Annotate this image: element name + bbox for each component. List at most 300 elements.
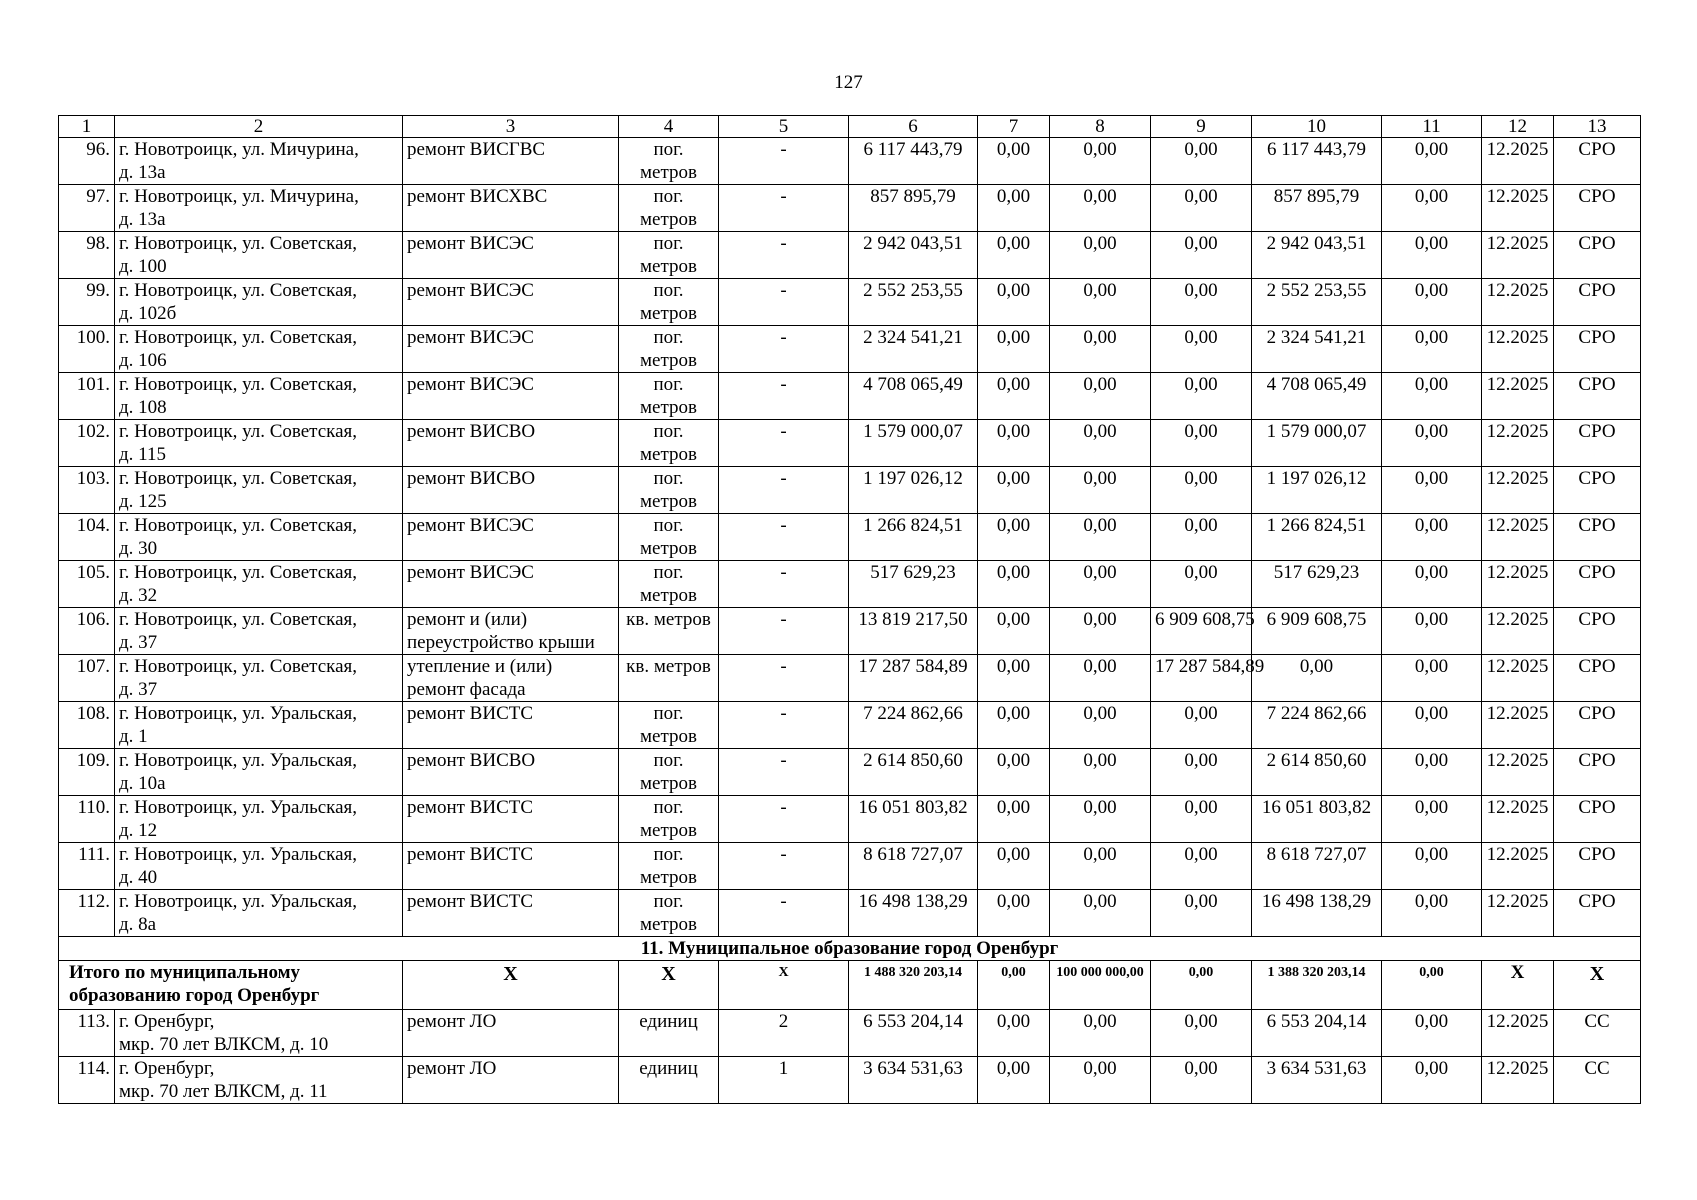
cost-col7: 0,00	[978, 232, 1050, 279]
cost-col10: 6 553 204,14	[1252, 1010, 1382, 1057]
completion-date: 12.2025	[1482, 279, 1554, 326]
work-quantity: -	[719, 373, 849, 420]
building-address	[115, 655, 403, 702]
building-address-line2: д. 30	[119, 538, 158, 559]
column-number: 2	[115, 116, 403, 138]
total-cost: 13 819 217,50	[849, 608, 978, 655]
building-address-line2: д. 8а	[119, 914, 157, 935]
unit-of-measure-line1: пог.	[653, 186, 684, 207]
unit-of-measure	[619, 1057, 719, 1104]
completion-date: 12.2025	[1482, 702, 1554, 749]
column-number: 9	[1151, 116, 1252, 138]
table-row	[59, 843, 1641, 890]
building-address-line1: г. Новотроицк, ул. Мичурина,	[119, 139, 359, 160]
cost-col10: 2 324 541,21	[1252, 326, 1382, 373]
subtotal-label-line: Итого по муниципальному	[69, 962, 301, 983]
work-type	[403, 608, 619, 655]
building-address-line2: д. 13а	[119, 162, 166, 183]
completion-date: 12.2025	[1482, 232, 1554, 279]
row-number: 96.	[59, 138, 115, 185]
cost-col7: 0,00	[978, 749, 1050, 796]
work-type	[403, 373, 619, 420]
unit-of-measure	[619, 843, 719, 890]
column-number: 10	[1252, 116, 1382, 138]
cost-col7: 0,00	[978, 796, 1050, 843]
row-number: 106.	[59, 608, 115, 655]
total-cost: 4 708 065,49	[849, 373, 978, 420]
table-row	[59, 561, 1641, 608]
column-number: 7	[978, 116, 1050, 138]
column-number: 13	[1554, 116, 1641, 138]
completion-date: 12.2025	[1482, 467, 1554, 514]
cost-col7: 0,00	[978, 561, 1050, 608]
cost-col7: 0,00	[978, 655, 1050, 702]
subtotal-label-line: образованию город Оренбург	[69, 985, 320, 1006]
unit-of-measure	[619, 467, 719, 514]
unit-of-measure-line1: кв. метров	[626, 609, 711, 630]
cost-col10: 1 197 026,12	[1252, 467, 1382, 514]
row-number: 99.	[59, 279, 115, 326]
table-row	[59, 279, 1641, 326]
cost-col10: 857 895,79	[1252, 185, 1382, 232]
work-type-line2: ремонт фасада	[407, 679, 526, 700]
unit-of-measure-line1: пог.	[653, 327, 684, 348]
row-number: 108.	[59, 702, 115, 749]
building-address	[115, 185, 403, 232]
building-address	[115, 702, 403, 749]
cost-col9: 0,00	[1151, 1057, 1252, 1104]
work-type-line2: переустройство крыши	[407, 632, 595, 653]
unit-of-measure-line1: пог.	[653, 515, 684, 536]
total-cost: 1 266 824,51	[849, 514, 978, 561]
unit-of-measure-line1: пог.	[653, 562, 684, 583]
table-row	[59, 702, 1641, 749]
building-address	[115, 467, 403, 514]
cost-col10: 6 909 608,75	[1252, 608, 1382, 655]
total-cost: 7 224 862,66	[849, 702, 978, 749]
table-row	[59, 1010, 1641, 1057]
row-number: 109.	[59, 749, 115, 796]
cost-col11: 0,00	[1382, 232, 1482, 279]
total-cost: 8 618 727,07	[849, 843, 978, 890]
cost-col7: 0,00	[978, 890, 1050, 937]
work-type-line1: ремонт ЛО	[407, 1011, 497, 1032]
cost-col8: 0,00	[1050, 749, 1151, 796]
work-quantity: -	[719, 561, 849, 608]
unit-of-measure-line2: метров	[640, 256, 697, 277]
cost-col11: 0,00	[1382, 373, 1482, 420]
cost-col8: 0,00	[1050, 608, 1151, 655]
cost-col9: 0,00	[1151, 843, 1252, 890]
completion-date: 12.2025	[1482, 890, 1554, 937]
method-code: СРО	[1554, 138, 1641, 185]
row-number: 104.	[59, 514, 115, 561]
unit-of-measure-line1: пог.	[653, 703, 684, 724]
work-type-line1: ремонт ВИСЭС	[407, 374, 534, 395]
row-number: 105.	[59, 561, 115, 608]
total-cost: 1 197 026,12	[849, 467, 978, 514]
completion-date: 12.2025	[1482, 420, 1554, 467]
cost-col8: 0,00	[1050, 232, 1151, 279]
building-address-line1: г. Новотроицк, ул. Уральская,	[119, 844, 358, 865]
cost-col8: 0,00	[1050, 279, 1151, 326]
total-cost: 6 553 204,14	[849, 1010, 978, 1057]
building-address-line2: д. 100	[119, 256, 167, 277]
work-quantity: 1	[719, 1057, 849, 1104]
column-number: 4	[619, 116, 719, 138]
cost-col9: 0,00	[1151, 749, 1252, 796]
cost-col11: 0,00	[1382, 843, 1482, 890]
building-address	[115, 796, 403, 843]
building-address	[115, 843, 403, 890]
cost-col9: 0,00	[1151, 373, 1252, 420]
building-address	[115, 373, 403, 420]
building-address-line1: г. Новотроицк, ул. Советская,	[119, 280, 358, 301]
column-number: 3	[403, 116, 619, 138]
building-address	[115, 561, 403, 608]
unit-of-measure-line1: пог.	[653, 421, 684, 442]
cost-col9: 0,00	[1151, 890, 1252, 937]
row-number: 111.	[59, 843, 115, 890]
table-row	[59, 749, 1641, 796]
table-row	[59, 373, 1641, 420]
unit-of-measure	[619, 373, 719, 420]
cost-col8: 0,00	[1050, 420, 1151, 467]
completion-date: 12.2025	[1482, 655, 1554, 702]
subtotal-unit: Х	[619, 961, 719, 1010]
building-address-line1: г. Новотроицк, ул. Советская,	[119, 374, 358, 395]
total-cost: 2 552 253,55	[849, 279, 978, 326]
cost-col9: 0,00	[1151, 420, 1252, 467]
work-type	[403, 467, 619, 514]
cost-col10: 4 708 065,49	[1252, 373, 1382, 420]
cost-col10: 16 498 138,29	[1252, 890, 1382, 937]
work-quantity: -	[719, 279, 849, 326]
table-row	[59, 608, 1641, 655]
building-address-line2: д. 13а	[119, 209, 166, 230]
unit-of-measure	[619, 655, 719, 702]
method-code: СРО	[1554, 326, 1641, 373]
cost-col7: 0,00	[978, 138, 1050, 185]
completion-date: 12.2025	[1482, 561, 1554, 608]
completion-date: 12.2025	[1482, 608, 1554, 655]
row-number: 101.	[59, 373, 115, 420]
work-type-line1: ремонт ВИСЭС	[407, 327, 534, 348]
cost-col9: 0,00	[1151, 467, 1252, 514]
column-number: 5	[719, 116, 849, 138]
method-code: СРО	[1554, 843, 1641, 890]
method-code: СС	[1554, 1010, 1641, 1057]
work-quantity: -	[719, 749, 849, 796]
table-row	[59, 185, 1641, 232]
total-cost: 517 629,23	[849, 561, 978, 608]
unit-of-measure-line1: пог.	[653, 750, 684, 771]
cost-col7: 0,00	[978, 373, 1050, 420]
cost-col8: 0,00	[1050, 467, 1151, 514]
cost-col7: 0,00	[978, 420, 1050, 467]
cost-col7: 0,00	[978, 326, 1050, 373]
building-address	[115, 890, 403, 937]
building-address-line2: д. 125	[119, 491, 167, 512]
column-number: 8	[1050, 116, 1151, 138]
total-cost: 2 614 850,60	[849, 749, 978, 796]
method-code: СРО	[1554, 890, 1641, 937]
work-type	[403, 843, 619, 890]
row-number: 114.	[59, 1057, 115, 1104]
cost-col11: 0,00	[1382, 749, 1482, 796]
cost-col8: 0,00	[1050, 843, 1151, 890]
unit-of-measure	[619, 890, 719, 937]
cost-col9: 0,00	[1151, 279, 1252, 326]
building-address-line1: г. Новотроицк, ул. Советская,	[119, 515, 358, 536]
unit-of-measure-line2: метров	[640, 773, 697, 794]
cost-col9: 17 287 584,89	[1151, 655, 1252, 702]
cost-col11: 0,00	[1382, 185, 1482, 232]
work-quantity: 2	[719, 1010, 849, 1057]
table-row	[59, 655, 1641, 702]
column-number: 11	[1382, 116, 1482, 138]
cost-col9: 0,00	[1151, 1010, 1252, 1057]
cost-col11: 0,00	[1382, 1010, 1482, 1057]
work-type-line1: ремонт и (или)	[407, 609, 528, 630]
work-type	[403, 279, 619, 326]
total-cost: 857 895,79	[849, 185, 978, 232]
cost-col10: 0,00	[1252, 655, 1382, 702]
completion-date: 12.2025	[1482, 326, 1554, 373]
total-cost: 16 051 803,82	[849, 796, 978, 843]
building-address-line2: д. 106	[119, 350, 167, 371]
unit-of-measure-line2: метров	[640, 726, 697, 747]
cost-col11: 0,00	[1382, 326, 1482, 373]
method-code: СРО	[1554, 608, 1641, 655]
cost-col11: 0,00	[1382, 514, 1482, 561]
unit-of-measure-line1: пог.	[653, 280, 684, 301]
building-address-line2: д. 1	[119, 726, 148, 747]
unit-of-measure	[619, 232, 719, 279]
completion-date: 12.2025	[1482, 749, 1554, 796]
building-address-line2: д. 115	[119, 444, 166, 465]
unit-of-measure	[619, 138, 719, 185]
cost-col10: 7 224 862,66	[1252, 702, 1382, 749]
unit-of-measure	[619, 514, 719, 561]
method-code: СРО	[1554, 373, 1641, 420]
work-type	[403, 514, 619, 561]
cost-col9: 0,00	[1151, 702, 1252, 749]
method-code: СРО	[1554, 796, 1641, 843]
method-code: СРО	[1554, 655, 1641, 702]
section-title: 11. Муниципальное образование город Оренбург	[59, 937, 1641, 961]
row-number: 98.	[59, 232, 115, 279]
building-address	[115, 232, 403, 279]
cost-col9: 6 909 608,75	[1151, 608, 1252, 655]
unit-of-measure-line2: метров	[640, 538, 697, 559]
unit-of-measure-line2: метров	[640, 397, 697, 418]
total-cost: 17 287 584,89	[849, 655, 978, 702]
building-address-line1: г. Новотроицк, ул. Уральская,	[119, 703, 358, 724]
cost-col7: 0,00	[978, 843, 1050, 890]
unit-of-measure-line2: метров	[640, 209, 697, 230]
unit-of-measure-line1: пог.	[653, 844, 684, 865]
cost-col9: 0,00	[1151, 561, 1252, 608]
building-address-line1: г. Новотроицк, ул. Уральская,	[119, 797, 358, 818]
building-address-line1: г. Новотроицк, ул. Уральская,	[119, 750, 358, 771]
building-address-line2: мкр. 70 лет ВЛКСМ, д. 10	[119, 1034, 329, 1055]
cost-col7: 0,00	[978, 608, 1050, 655]
method-code: СРО	[1554, 467, 1641, 514]
building-address	[115, 514, 403, 561]
work-quantity: -	[719, 326, 849, 373]
cost-col8: 0,00	[1050, 514, 1151, 561]
method-code: СРО	[1554, 185, 1641, 232]
column-number: 1	[59, 116, 115, 138]
unit-of-measure-line2: метров	[640, 585, 697, 606]
unit-of-measure-line2: метров	[640, 820, 697, 841]
total-cost: 3 634 531,63	[849, 1057, 978, 1104]
work-quantity: -	[719, 702, 849, 749]
building-address-line1: г. Новотроицк, ул. Советская,	[119, 656, 358, 677]
subtotal-col9: 0,00	[1151, 961, 1252, 1010]
unit-of-measure-line2: метров	[640, 491, 697, 512]
building-address	[115, 1010, 403, 1057]
unit-of-measure	[619, 561, 719, 608]
subtotal-row	[59, 961, 1641, 1010]
cost-col9: 0,00	[1151, 185, 1252, 232]
unit-of-measure-line2: метров	[640, 914, 697, 935]
unit-of-measure-line1: единиц	[639, 1011, 698, 1032]
column-number: 12	[1482, 116, 1554, 138]
work-type-line1: ремонт ВИСЭС	[407, 562, 534, 583]
work-quantity: -	[719, 467, 849, 514]
completion-date: 12.2025	[1482, 514, 1554, 561]
work-type-line1: ремонт ВИСВО	[407, 421, 536, 442]
unit-of-measure	[619, 185, 719, 232]
unit-of-measure-line1: единиц	[639, 1058, 698, 1079]
unit-of-measure	[619, 702, 719, 749]
cost-col7: 0,00	[978, 702, 1050, 749]
cost-col9: 0,00	[1151, 326, 1252, 373]
unit-of-measure-line2: метров	[640, 444, 697, 465]
cost-col10: 8 618 727,07	[1252, 843, 1382, 890]
cost-col11: 0,00	[1382, 1057, 1482, 1104]
unit-of-measure	[619, 326, 719, 373]
method-code: СРО	[1554, 232, 1641, 279]
building-address-line1: г. Новотроицк, ул. Советская,	[119, 609, 358, 630]
work-type-line1: ремонт ВИСВО	[407, 468, 536, 489]
page-number: 127	[834, 72, 863, 93]
subtotal-total-cost: 1 488 320 203,14	[849, 961, 978, 1010]
capital-repair-table	[58, 115, 1641, 1104]
cost-col8: 0,00	[1050, 326, 1151, 373]
building-address	[115, 1057, 403, 1104]
method-code: СРО	[1554, 514, 1641, 561]
building-address	[115, 420, 403, 467]
cost-col11: 0,00	[1382, 702, 1482, 749]
completion-date: 12.2025	[1482, 843, 1554, 890]
cost-col10: 3 634 531,63	[1252, 1057, 1382, 1104]
work-type-line1: ремонт ВИСТС	[407, 844, 534, 865]
subtotal-label	[59, 961, 403, 1010]
completion-date: 12.2025	[1482, 1010, 1554, 1057]
subtotal-method: Х	[1554, 961, 1641, 1010]
building-address-line2: д. 108	[119, 397, 167, 418]
cost-col10: 1 579 000,07	[1252, 420, 1382, 467]
method-code: СРО	[1554, 561, 1641, 608]
work-type	[403, 702, 619, 749]
row-number: 113.	[59, 1010, 115, 1057]
unit-of-measure-line1: пог.	[653, 374, 684, 395]
building-address-line1: г. Новотроицк, ул. Советская,	[119, 562, 358, 583]
table-row	[59, 890, 1641, 937]
work-type	[403, 232, 619, 279]
building-address-line2: д. 37	[119, 679, 158, 700]
subtotal-deadline: Х	[1482, 961, 1554, 1010]
unit-of-measure-line1: пог.	[653, 891, 684, 912]
building-address-line1: г. Оренбург,	[119, 1058, 215, 1079]
table-row	[59, 232, 1641, 279]
work-type	[403, 796, 619, 843]
unit-of-measure-line2: метров	[640, 350, 697, 371]
table-row	[59, 1057, 1641, 1104]
building-address-line2: мкр. 70 лет ВЛКСМ, д. 11	[119, 1081, 328, 1102]
work-quantity: -	[719, 655, 849, 702]
cost-col10: 2 614 850,60	[1252, 749, 1382, 796]
cost-col9: 0,00	[1151, 796, 1252, 843]
work-quantity: -	[719, 138, 849, 185]
work-type	[403, 655, 619, 702]
method-code: СРО	[1554, 749, 1641, 796]
building-address-line1: г. Новотроицк, ул. Мичурина,	[119, 186, 359, 207]
work-quantity: -	[719, 843, 849, 890]
subtotal-col10: 1 388 320 203,14	[1252, 961, 1382, 1010]
row-number: 112.	[59, 890, 115, 937]
unit-of-measure	[619, 279, 719, 326]
work-type-line1: ремонт ЛО	[407, 1058, 497, 1079]
cost-col8: 0,00	[1050, 138, 1151, 185]
building-address-line2: д. 12	[119, 820, 158, 841]
work-type-line1: ремонт ВИСТС	[407, 797, 534, 818]
work-type-line1: ремонт ВИСХВС	[407, 186, 548, 207]
cost-col8: 0,00	[1050, 890, 1151, 937]
row-number: 107.	[59, 655, 115, 702]
building-address-line1: г. Новотроицк, ул. Советская,	[119, 327, 358, 348]
cost-col10: 16 051 803,82	[1252, 796, 1382, 843]
building-address	[115, 279, 403, 326]
work-type	[403, 420, 619, 467]
cost-col11: 0,00	[1382, 279, 1482, 326]
cost-col11: 0,00	[1382, 420, 1482, 467]
building-address-line2: д. 40	[119, 867, 158, 888]
work-type-line1: ремонт ВИСГВС	[407, 139, 546, 160]
cost-col11: 0,00	[1382, 655, 1482, 702]
work-quantity: -	[719, 232, 849, 279]
total-cost: 1 579 000,07	[849, 420, 978, 467]
unit-of-measure-line1: пог.	[653, 139, 684, 160]
method-code: СРО	[1554, 702, 1641, 749]
cost-col11: 0,00	[1382, 138, 1482, 185]
building-address-line2: д. 32	[119, 585, 158, 606]
cost-col9: 0,00	[1151, 514, 1252, 561]
cost-col7: 0,00	[978, 185, 1050, 232]
cost-col7: 0,00	[978, 1010, 1050, 1057]
cost-col10: 2 942 043,51	[1252, 232, 1382, 279]
unit-of-measure-line1: пог.	[653, 468, 684, 489]
building-address-line1: г. Новотроицк, ул. Уральская,	[119, 891, 358, 912]
subtotal-col7: 0,00	[978, 961, 1050, 1010]
cost-col11: 0,00	[1382, 608, 1482, 655]
cost-col7: 0,00	[978, 1057, 1050, 1104]
building-address-line1: г. Новотроицк, ул. Советская,	[119, 233, 358, 254]
work-type	[403, 890, 619, 937]
